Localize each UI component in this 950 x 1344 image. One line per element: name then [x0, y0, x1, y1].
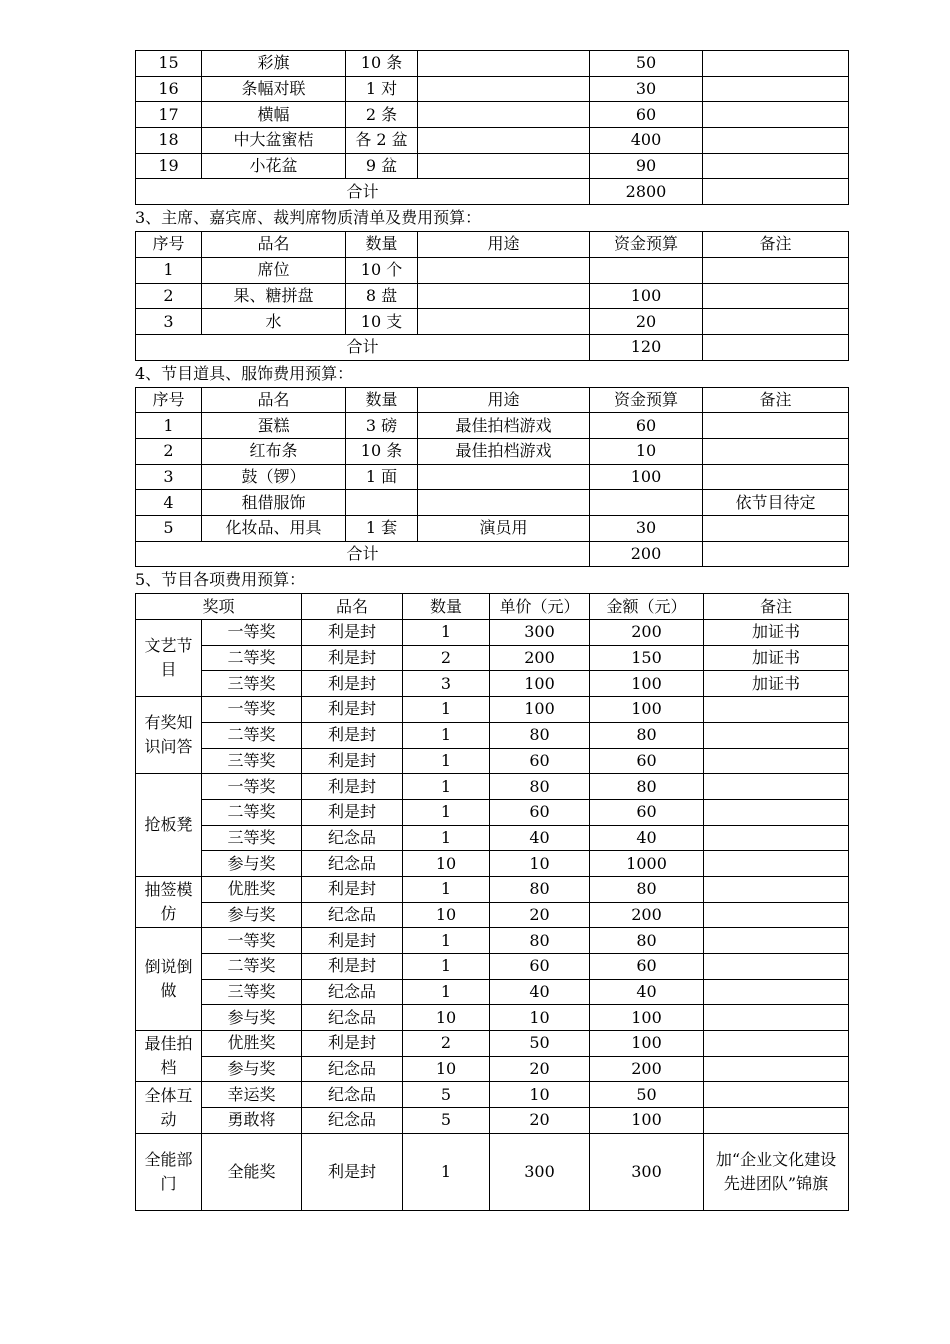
quantity: 1: [403, 825, 490, 851]
total-row: [136, 179, 849, 205]
budget: 20: [590, 309, 703, 335]
remark: [704, 722, 849, 748]
remark: [704, 774, 849, 800]
total-amount: 120: [590, 334, 703, 360]
row-number: 1: [136, 257, 202, 283]
table-row: [136, 464, 849, 490]
table-row: [136, 954, 849, 980]
award-level: 三等奖: [202, 748, 302, 774]
prize-item: 纪念品: [302, 851, 403, 877]
award-level: 参与奖: [202, 902, 302, 928]
quantity: 10 支: [346, 309, 418, 335]
quantity: 1: [403, 954, 490, 980]
usage: [418, 257, 590, 283]
table-row: [136, 825, 849, 851]
usage: [418, 309, 590, 335]
table-row: [136, 928, 849, 954]
column-header: 备注: [703, 232, 849, 258]
unit-price: 60: [490, 799, 590, 825]
budget-table-continued: [135, 50, 849, 205]
row-number: 17: [136, 102, 202, 128]
remark: [704, 825, 849, 851]
table-row: [136, 1133, 849, 1210]
unit-price: 20: [490, 1108, 590, 1134]
item-name: 租借服饰: [202, 490, 346, 516]
prize-item: 利是封: [302, 620, 403, 646]
table-row: [136, 722, 849, 748]
row-number: 3: [136, 464, 202, 490]
award-level: 勇敢将: [202, 1108, 302, 1134]
total-remark: [703, 334, 849, 360]
table-row: [136, 1005, 849, 1031]
remark: [703, 257, 849, 283]
unit-price: 20: [490, 1056, 590, 1082]
column-header: 奖项: [136, 594, 302, 620]
table-row: [136, 76, 849, 102]
amount: 200: [590, 620, 704, 646]
remark: [704, 876, 849, 902]
amount: 40: [590, 825, 704, 851]
quantity: 8 盘: [346, 283, 418, 309]
quantity: 1: [403, 1133, 490, 1210]
remark: 依节目待定: [703, 490, 849, 516]
table-row: [136, 620, 849, 646]
unit-price: 100: [490, 671, 590, 697]
unit-price: 10: [490, 851, 590, 877]
remark: [703, 438, 849, 464]
table-row: [136, 51, 849, 77]
budget: 60: [590, 102, 703, 128]
quantity: 3: [403, 671, 490, 697]
unit-price: 80: [490, 774, 590, 800]
award-level: 参与奖: [202, 1056, 302, 1082]
usage: [418, 51, 590, 77]
table-row: [136, 128, 849, 154]
award-category: 全能部门: [136, 1133, 202, 1210]
total-remark: [703, 179, 849, 205]
total-label: 合计: [136, 541, 590, 567]
award-category: 抢板凳: [136, 774, 202, 877]
remark: [704, 697, 849, 723]
row-number: 5: [136, 516, 202, 542]
award-category: 倒说倒做: [136, 928, 202, 1031]
award-level: 全能奖: [202, 1133, 302, 1210]
budget: 30: [590, 516, 703, 542]
amount: 60: [590, 954, 704, 980]
table-row: [136, 1031, 849, 1057]
award-level: 三等奖: [202, 671, 302, 697]
amount: 50: [590, 1082, 704, 1108]
award-category: 抽签模仿: [136, 876, 202, 927]
prize-item: 利是封: [302, 645, 403, 671]
quantity: 9 盆: [346, 153, 418, 179]
row-number: 19: [136, 153, 202, 179]
header-row: [136, 232, 849, 258]
quantity: 10: [403, 1056, 490, 1082]
amount: 100: [590, 1108, 704, 1134]
column-header: 品名: [202, 232, 346, 258]
unit-price: 80: [490, 928, 590, 954]
table-row: [136, 645, 849, 671]
usage: [418, 76, 590, 102]
remark: 加证书: [704, 645, 849, 671]
prize-item: 利是封: [302, 1133, 403, 1210]
table-row: [136, 1056, 849, 1082]
table-row: [136, 153, 849, 179]
table-row: [136, 799, 849, 825]
row-number: 3: [136, 309, 202, 335]
award-level: 幸运奖: [202, 1082, 302, 1108]
table-row: [136, 697, 849, 723]
remark: [704, 799, 849, 825]
section-4-title: 4、节目道具、服饰费用预算：: [135, 363, 354, 383]
remark: [704, 1031, 849, 1057]
quantity: 1: [403, 799, 490, 825]
award-level: 一等奖: [202, 697, 302, 723]
table-row: [136, 490, 849, 516]
remark: [703, 413, 849, 439]
table-row: [136, 283, 849, 309]
unit-price: 100: [490, 697, 590, 723]
total-row: [136, 541, 849, 567]
column-header: 资金预算: [590, 232, 703, 258]
table-row: [136, 1082, 849, 1108]
item-name: 红布条: [202, 438, 346, 464]
quantity: 10 条: [346, 438, 418, 464]
unit-price: 60: [490, 954, 590, 980]
table-row: [136, 876, 849, 902]
budget: 100: [590, 464, 703, 490]
amount: 200: [590, 1056, 704, 1082]
amount: 80: [590, 876, 704, 902]
remark: [703, 102, 849, 128]
quantity: 1: [403, 979, 490, 1005]
amount: 100: [590, 697, 704, 723]
usage: [418, 490, 590, 516]
award-category: 全体互动: [136, 1082, 202, 1133]
prize-item: 纪念品: [302, 979, 403, 1005]
unit-price: 300: [490, 1133, 590, 1210]
usage: [418, 283, 590, 309]
quantity: 1: [403, 876, 490, 902]
prize-item: 利是封: [302, 748, 403, 774]
amount: 60: [590, 799, 704, 825]
budget: [590, 257, 703, 283]
quantity: 10: [403, 1005, 490, 1031]
table-row: [136, 671, 849, 697]
quantity: 1: [403, 620, 490, 646]
table-row: [136, 1108, 849, 1134]
award-level: 优胜奖: [202, 1031, 302, 1057]
quantity: 1: [403, 697, 490, 723]
quantity: 5: [403, 1108, 490, 1134]
quantity: 1: [403, 774, 490, 800]
item-name: 鼓（锣）: [202, 464, 346, 490]
header-row: [136, 387, 849, 413]
table-row: [136, 102, 849, 128]
remark: 加证书: [704, 671, 849, 697]
column-header: 数量: [346, 387, 418, 413]
column-header: 数量: [346, 232, 418, 258]
table-row: [136, 257, 849, 283]
prize-item: 纪念品: [302, 1005, 403, 1031]
quantity: 1 对: [346, 76, 418, 102]
row-number: 18: [136, 128, 202, 154]
amount: 40: [590, 979, 704, 1005]
prize-item: 利是封: [302, 774, 403, 800]
usage: [418, 102, 590, 128]
quantity: 10: [403, 902, 490, 928]
prize-item: 利是封: [302, 954, 403, 980]
prize-item: 利是封: [302, 697, 403, 723]
remark: [704, 748, 849, 774]
remark: [704, 902, 849, 928]
remark: 加“企业文化建设先进团队”锦旗: [704, 1133, 849, 1210]
remark: [704, 851, 849, 877]
award-category: 最佳拍档: [136, 1031, 202, 1082]
total-remark: [703, 541, 849, 567]
item-name: 条幅对联: [202, 76, 346, 102]
seating-supplies-table: [135, 231, 849, 360]
unit-price: 20: [490, 902, 590, 928]
budget: 10: [590, 438, 703, 464]
award-level: 参与奖: [202, 1005, 302, 1031]
quantity: 1 面: [346, 464, 418, 490]
quantity: 10 条: [346, 51, 418, 77]
usage: 最佳拍档游戏: [418, 413, 590, 439]
remark: [704, 979, 849, 1005]
prize-item: 利是封: [302, 876, 403, 902]
awards-budget-table: [135, 593, 849, 1210]
unit-price: 200: [490, 645, 590, 671]
remark: [703, 283, 849, 309]
usage: [418, 128, 590, 154]
budget: 400: [590, 128, 703, 154]
prize-item: 利是封: [302, 671, 403, 697]
total-row: [136, 334, 849, 360]
remark: [703, 516, 849, 542]
award-level: 三等奖: [202, 979, 302, 1005]
item-name: 中大盆蜜桔: [202, 128, 346, 154]
item-name: 横幅: [202, 102, 346, 128]
remark: [704, 1005, 849, 1031]
quantity: 3 磅: [346, 413, 418, 439]
table-row: [136, 309, 849, 335]
table-row: [136, 516, 849, 542]
quantity: 2 条: [346, 102, 418, 128]
quantity: 10 个: [346, 257, 418, 283]
unit-price: 50: [490, 1031, 590, 1057]
prize-item: 纪念品: [302, 902, 403, 928]
column-header: 序号: [136, 387, 202, 413]
amount: 80: [590, 722, 704, 748]
table-row: [136, 902, 849, 928]
remark: [704, 1108, 849, 1134]
award-level: 一等奖: [202, 928, 302, 954]
prize-item: 利是封: [302, 799, 403, 825]
item-name: 小花盆: [202, 153, 346, 179]
item-name: 化妆品、用具: [202, 516, 346, 542]
table-row: [136, 774, 849, 800]
unit-price: 60: [490, 748, 590, 774]
remark: [703, 128, 849, 154]
unit-price: 10: [490, 1005, 590, 1031]
item-name: 彩旗: [202, 51, 346, 77]
total-label: 合计: [136, 179, 590, 205]
row-number: 2: [136, 438, 202, 464]
row-number: 16: [136, 76, 202, 102]
amount: 100: [590, 671, 704, 697]
amount: 200: [590, 902, 704, 928]
quantity: 5: [403, 1082, 490, 1108]
quantity: 1: [403, 722, 490, 748]
unit-price: 80: [490, 876, 590, 902]
award-level: 二等奖: [202, 645, 302, 671]
amount: 80: [590, 928, 704, 954]
prize-item: 纪念品: [302, 1082, 403, 1108]
award-category: 文艺节目: [136, 620, 202, 697]
budget: 50: [590, 51, 703, 77]
props-costume-table: [135, 387, 849, 568]
remark: [703, 464, 849, 490]
quantity: 1: [403, 928, 490, 954]
column-header: 金额（元）: [590, 594, 704, 620]
award-level: 优胜奖: [202, 876, 302, 902]
table-row: [136, 438, 849, 464]
quantity: 1: [403, 748, 490, 774]
unit-price: 40: [490, 979, 590, 1005]
remark: [703, 153, 849, 179]
amount: 100: [590, 1005, 704, 1031]
usage: [418, 464, 590, 490]
document-page: [135, 50, 848, 1211]
quantity: [346, 490, 418, 516]
table-row: [136, 979, 849, 1005]
section-5-title: 5、节目各项费用预算：: [135, 570, 306, 590]
amount: 1000: [590, 851, 704, 877]
amount: 150: [590, 645, 704, 671]
total-label: 合计: [136, 334, 590, 360]
header-row: [136, 594, 849, 620]
award-level: 一等奖: [202, 620, 302, 646]
remark: [704, 954, 849, 980]
prize-item: 纪念品: [302, 825, 403, 851]
prize-item: 纪念品: [302, 1108, 403, 1134]
section-3-title: 3、主席、嘉宾席、裁判席物质清单及费用预算：: [135, 208, 482, 228]
amount: 300: [590, 1133, 704, 1210]
remark: [704, 1056, 849, 1082]
item-name: 果、糖拼盘: [202, 283, 346, 309]
item-name: 蛋糕: [202, 413, 346, 439]
usage: [418, 153, 590, 179]
prize-item: 利是封: [302, 928, 403, 954]
table-row: [136, 748, 849, 774]
column-header: 用途: [418, 387, 590, 413]
quantity: 2: [403, 1031, 490, 1057]
award-level: 二等奖: [202, 722, 302, 748]
column-header: 序号: [136, 232, 202, 258]
column-header: 数量: [403, 594, 490, 620]
budget: 30: [590, 76, 703, 102]
table-row: [136, 851, 849, 877]
award-level: 一等奖: [202, 774, 302, 800]
quantity: 各 2 盆: [346, 128, 418, 154]
prize-item: 利是封: [302, 722, 403, 748]
prize-item: 纪念品: [302, 1056, 403, 1082]
unit-price: 10: [490, 1082, 590, 1108]
column-header: 资金预算: [590, 387, 703, 413]
quantity: 2: [403, 645, 490, 671]
row-number: 15: [136, 51, 202, 77]
budget: [590, 490, 703, 516]
column-header: 单价（元）: [490, 594, 590, 620]
column-header: 品名: [202, 387, 346, 413]
unit-price: 80: [490, 722, 590, 748]
usage: 最佳拍档游戏: [418, 438, 590, 464]
award-category: 有奖知识问答: [136, 697, 202, 774]
remark: [704, 928, 849, 954]
amount: 100: [590, 1031, 704, 1057]
remark: [703, 51, 849, 77]
remark: [703, 309, 849, 335]
remark: [704, 1082, 849, 1108]
item-name: 席位: [202, 257, 346, 283]
unit-price: 40: [490, 825, 590, 851]
amount: 60: [590, 748, 704, 774]
column-header: 用途: [418, 232, 590, 258]
column-header: 品名: [302, 594, 403, 620]
item-name: 水: [202, 309, 346, 335]
prize-item: 利是封: [302, 1031, 403, 1057]
amount: 80: [590, 774, 704, 800]
column-header: 备注: [703, 387, 849, 413]
budget: 60: [590, 413, 703, 439]
budget: 90: [590, 153, 703, 179]
usage: 演员用: [418, 516, 590, 542]
remark: 加证书: [704, 620, 849, 646]
award-level: 二等奖: [202, 954, 302, 980]
row-number: 2: [136, 283, 202, 309]
quantity: 1 套: [346, 516, 418, 542]
budget: 100: [590, 283, 703, 309]
award-level: 二等奖: [202, 799, 302, 825]
table-row: [136, 413, 849, 439]
unit-price: 300: [490, 620, 590, 646]
award-level: 参与奖: [202, 851, 302, 877]
total-amount: 2800: [590, 179, 703, 205]
quantity: 10: [403, 851, 490, 877]
award-level: 三等奖: [202, 825, 302, 851]
remark: [703, 76, 849, 102]
total-amount: 200: [590, 541, 703, 567]
row-number: 4: [136, 490, 202, 516]
column-header: 备注: [704, 594, 849, 620]
row-number: 1: [136, 413, 202, 439]
